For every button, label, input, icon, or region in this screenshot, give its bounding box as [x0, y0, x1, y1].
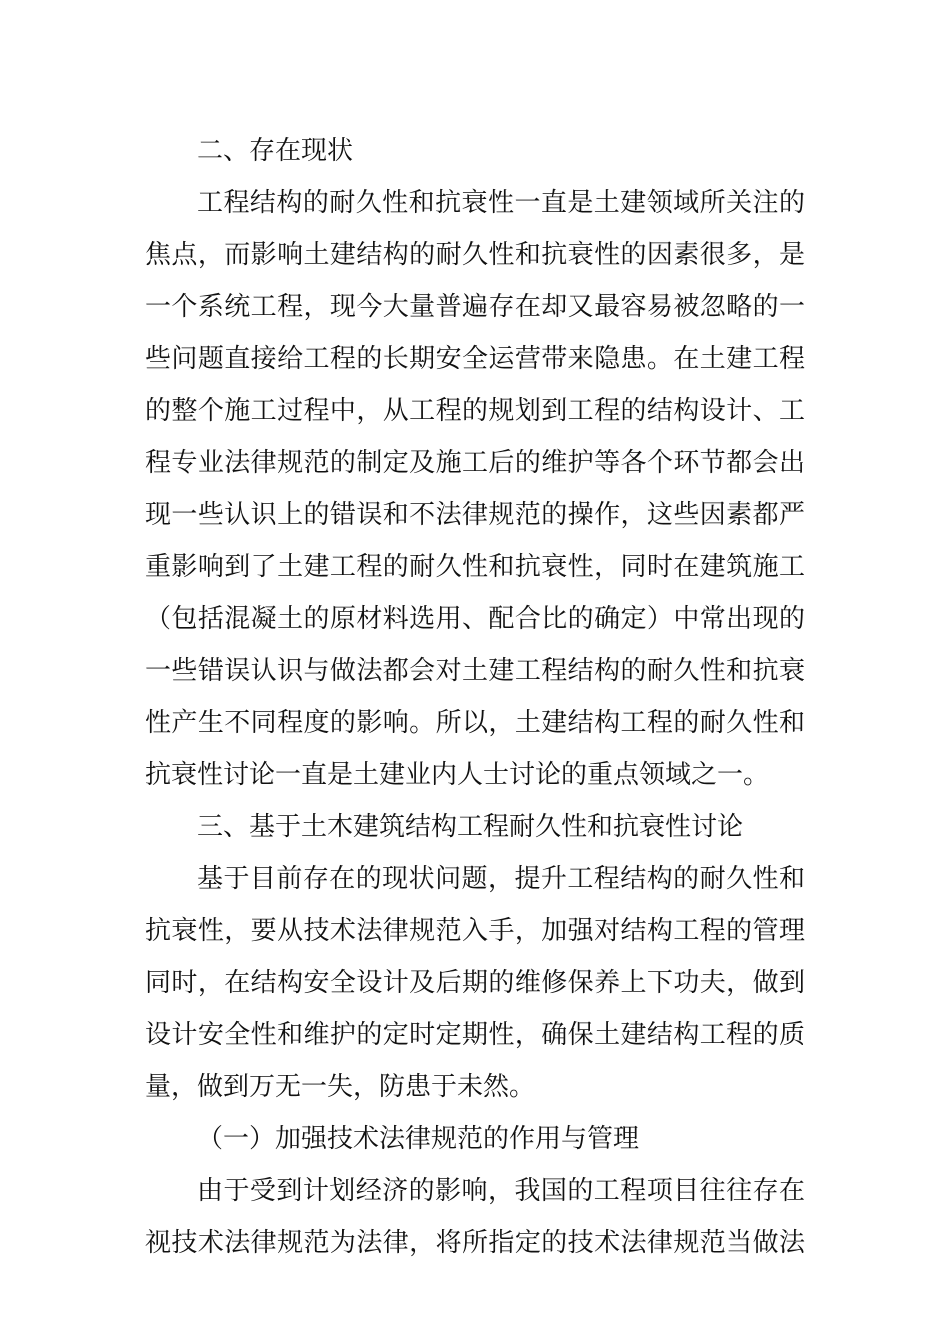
text-line: 抗衰性讨论一直是土建业内人士讨论的重点领域之一。 [145, 760, 770, 790]
text-line: 现一些认识上的错误和不法律规范的操作，这些因素都严 [145, 500, 805, 530]
text-line: 一个系统工程，现今大量普遍存在却又最容易被忽略的一 [145, 292, 805, 322]
text-line: 工程结构的耐久性和抗衰性一直是土建领域所关注的 [197, 188, 805, 218]
text-line: 性产生不同程度的影响。所以，土建结构工程的耐久性和 [145, 708, 805, 738]
text-line: 三、基于土木建筑结构工程耐久性和抗衰性讨论 [197, 812, 744, 842]
text-line: 些问题直接给工程的长期安全运营带来隐患。在土建工程 [145, 344, 805, 374]
text-line: 一些错误认识与做法都会对土建工程结构的耐久性和抗衰 [145, 656, 805, 686]
text-line: 二、存在现状 [197, 136, 354, 166]
text-line: 视技术法律规范为法律，将所指定的技术法律规范当做法 [145, 1228, 805, 1258]
text-line: （包括混凝土的原材料选用、配合比的确定）中常出现的 [145, 604, 805, 634]
text-line: 重影响到了土建工程的耐久性和抗衰性，同时在建筑施工 [145, 552, 805, 582]
text-line: 程专业法律规范的制定及施工后的维护等各个环节都会出 [145, 448, 805, 478]
text-line: 焦点，而影响土建结构的耐久性和抗衰性的因素很多，是 [145, 240, 805, 270]
text-line: 的整个施工过程中，从工程的规划到工程的结构设计、工 [145, 396, 805, 426]
text-line: （一）加强技术法律规范的作用与管理 [197, 1124, 640, 1154]
text-line: 抗衰性，要从技术法律规范入手，加强对结构工程的管理 [145, 916, 805, 946]
text-line: 同时，在结构安全设计及后期的维修保养上下功夫，做到 [145, 968, 805, 998]
text-line: 量，做到万无一失，防患于未然。 [145, 1072, 536, 1102]
text-line: 由于受到计划经济的影响，我国的工程项目往往存在 [197, 1176, 805, 1206]
body-text [145, 125, 805, 1269]
text-line: 设计安全性和维护的定时定期性，确保土建结构工程的质 [145, 1020, 805, 1050]
text-line: 基于目前存在的现状问题，提升工程结构的耐久性和 [197, 864, 805, 894]
